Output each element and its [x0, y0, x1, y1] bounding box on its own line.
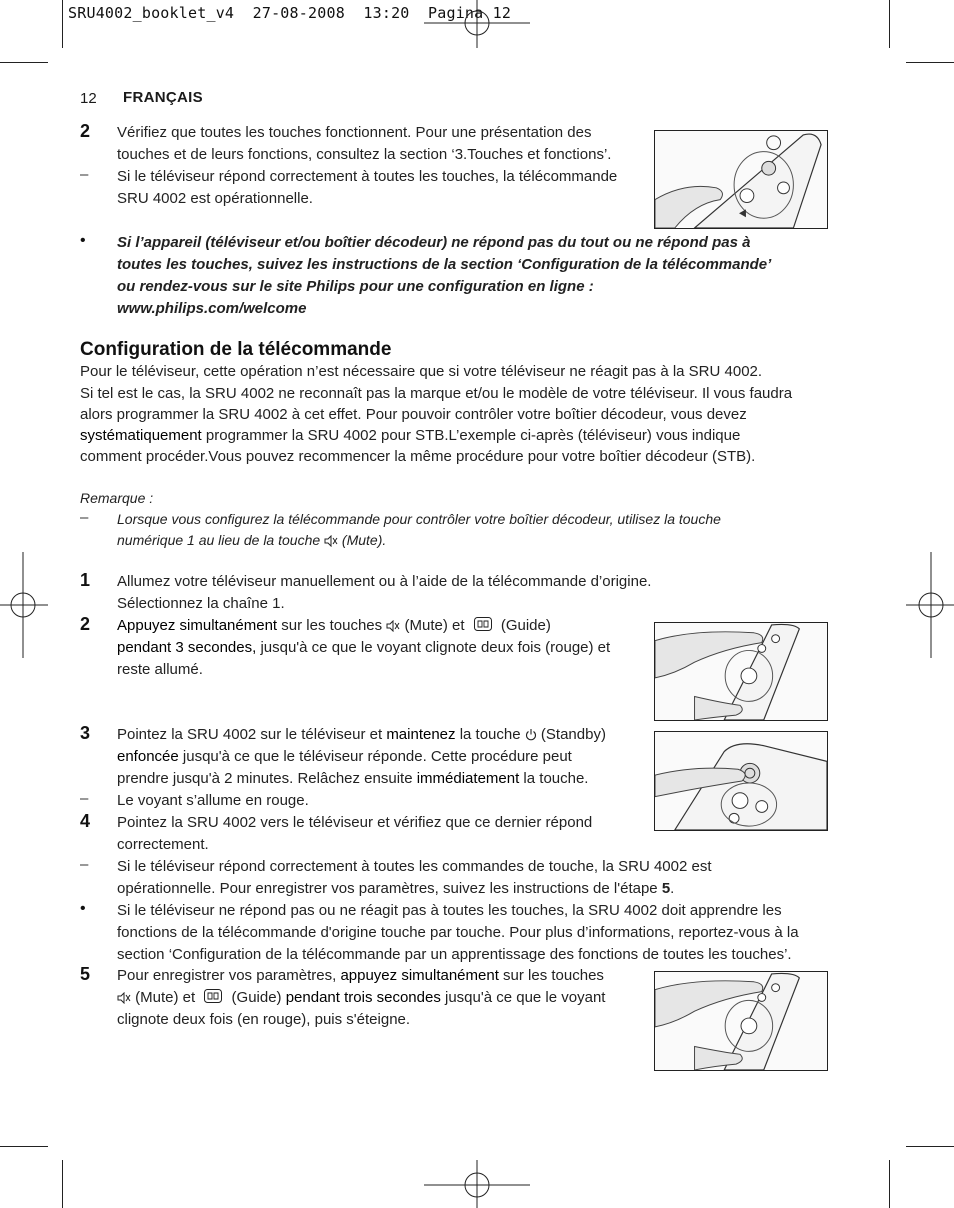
registration-mark-top	[424, 0, 530, 48]
step-text	[117, 987, 605, 1009]
paragraph-line: Pour le téléviseur, cette opération n’est nécessaire que si votre téléviseur ne réagit pas à la SRU 4002.	[80, 363, 763, 380]
remote-illustration-1	[654, 130, 828, 229]
registration-mark-bottom	[424, 1160, 530, 1208]
print-slug: SRU4002_booklet_v4 27-08-2008 13:20 Pagina 12	[68, 4, 512, 22]
crop-mark	[889, 0, 890, 48]
standby-icon	[525, 728, 537, 741]
dash-marker: –	[80, 856, 89, 873]
bullet-text: section ‘Configuration de la télécommande par un apprentissage des fonctions de toutes les touches’.	[117, 946, 792, 963]
step-text-part: (Guide)	[496, 617, 551, 634]
warning-text: ou rendez-vous sur le site Philips pour une configuration en ligne :	[117, 278, 594, 295]
step-text-part: Pour enregistrer vos paramètres,	[117, 967, 341, 984]
emphasis: pendant trois secondes	[285, 989, 441, 1006]
step-text-part: jusqu'à ce que le téléviseur réponde. Cette procédure peut	[178, 748, 572, 765]
note-text-part: (Mute).	[338, 532, 387, 548]
emphasis: Appuyez simultanément	[117, 617, 278, 634]
step-text: Allumez votre téléviseur manuellement ou à l’aide de la télécommande d’origine.	[117, 573, 652, 590]
mute-icon	[117, 992, 131, 1004]
crop-mark	[0, 62, 48, 63]
website-link[interactable]: www.philips.com/welcome	[117, 300, 307, 317]
step-text: correctement.	[117, 836, 209, 853]
guide-icon	[473, 616, 493, 632]
step-reference: 5	[661, 880, 671, 897]
dash-marker: –	[80, 166, 89, 183]
step-text: Pointez la SRU 4002 vers le téléviseur et vérifiez que ce dernier répond	[117, 814, 593, 831]
step-number: 4	[80, 811, 91, 831]
bullet-marker: •	[80, 232, 86, 249]
dash-text-part: opérationnelle. Pour enregistrer vos paramètres, suivez les instructions de l'étape	[117, 880, 662, 897]
dash-text-part: .	[670, 880, 675, 897]
bullet-marker: •	[80, 900, 86, 917]
mute-icon	[386, 620, 400, 632]
registration-mark-right	[906, 552, 954, 658]
step-number: 2	[80, 614, 91, 634]
step-number: 2	[80, 121, 91, 141]
step-text	[117, 724, 606, 746]
paragraph-line: alors programmer la SRU 4002 à cet effet. Pour pouvoir contrôler votre boîtier décodeur, vous devez	[80, 406, 747, 423]
step-text: Vérifiez que toutes les touches fonctionnent. Pour une présentation des	[117, 124, 592, 141]
step-text-part: prendre jusqu'à 2 minutes. Relâchez ensuite	[117, 770, 417, 787]
step-text	[117, 768, 588, 790]
bullet-text: fonctions de la télécommande d'origine touche par touche. Pour plus d’informations, reportez-vous à la	[117, 924, 799, 941]
step-text	[117, 746, 572, 768]
registration-mark-left	[0, 552, 48, 658]
crop-mark	[62, 0, 63, 48]
mute-icon	[324, 535, 338, 547]
step-text	[117, 965, 604, 987]
step-text: touches et de leurs fonctions, consultez la section ‘3.Touches et fonctions’.	[117, 146, 612, 163]
step-text-part: sur les touches	[498, 967, 604, 984]
paragraph-line: comment procéder.Vous pouvez recommencer la même procédure pour votre boîtier décodeur (STB).	[80, 448, 756, 465]
warning-text: toutes les touches, suivez les instructions de la section ‘Configuration de la télécommande’	[117, 256, 772, 273]
warning-text: Si l’appareil (téléviseur et/ou boîtier décodeur) ne répond pas du tout ou ne répond pas à	[117, 234, 751, 251]
paragraph-line	[80, 425, 740, 447]
language-heading: FRANÇAIS	[123, 89, 203, 106]
step-text-part: jusqu'à ce que le voyant	[440, 989, 606, 1006]
bullet-text: Si le téléviseur ne répond pas ou ne réagit pas à toutes les touches, la SRU 4002 doit apprendre les	[117, 902, 782, 919]
remote-illustration-2	[654, 622, 828, 721]
emphasis: systématiquement	[80, 427, 202, 444]
step-text-part: Pointez la SRU 4002 sur le téléviseur et	[117, 726, 387, 743]
step-text	[117, 637, 610, 659]
crop-mark	[906, 1146, 954, 1147]
step-number: 1	[80, 570, 91, 590]
section-title: Configuration de la télécommande	[80, 339, 392, 360]
step-text-part: la touche.	[519, 770, 589, 787]
crop-mark	[889, 1160, 890, 1208]
remote-illustration-3	[654, 731, 828, 831]
step-text	[117, 615, 551, 637]
note-text-part: numérique 1 au lieu de la touche	[117, 532, 325, 548]
step-text: Sélectionnez la chaîne 1.	[117, 595, 285, 612]
paragraph-line: Si tel est le cas, la SRU 4002 ne reconnaît pas la marque et/ou le modèle de votre téléviseur. Il vous faudra	[80, 385, 793, 402]
dash-text: Le voyant s’allume en rouge.	[117, 792, 309, 809]
note-text: Lorsque vous configurez la télécommande pour contrôler votre boîtier décodeur, utilisez la touche	[117, 511, 721, 527]
page-number: 12	[80, 90, 97, 107]
step-text-part: sur les touches	[277, 617, 387, 634]
emphasis: enfoncée	[117, 748, 179, 765]
step-text-part: jusqu'à ce que le voyant clignote deux fois (rouge) et	[256, 639, 611, 656]
crop-mark	[906, 62, 954, 63]
dash-text	[117, 878, 674, 900]
dash-text: Si le téléviseur répond correctement à toutes les commandes de touche, la SRU 4002 est	[117, 858, 712, 875]
step-number: 5	[80, 964, 91, 984]
step-text: clignote deux fois (en rouge), puis s'éteigne.	[117, 1011, 411, 1028]
remote-illustration-4	[654, 971, 828, 1071]
emphasis: appuyez simultanément	[340, 967, 499, 984]
paragraph-text: programmer la SRU 4002 pour STB.L’exemple ci-après (téléviseur) vous indique	[201, 427, 741, 444]
step-text-part: (Mute) et	[400, 617, 469, 634]
crop-mark	[62, 1160, 63, 1208]
crop-mark	[0, 1146, 48, 1147]
dash-text: Si le téléviseur répond correctement à toutes les touches, la télécommande	[117, 168, 618, 185]
guide-icon	[203, 988, 223, 1004]
emphasis: pendant 3 secondes,	[117, 639, 257, 656]
note-text	[117, 530, 386, 552]
emphasis: immédiatement	[416, 770, 520, 787]
dash-text: SRU 4002 est opérationnelle.	[117, 190, 313, 207]
dash-marker: –	[80, 790, 89, 807]
step-text-part: (Mute) et	[131, 989, 200, 1006]
emphasis: maintenez	[386, 726, 456, 743]
step-number: 3	[80, 723, 91, 743]
note-label: Remarque :	[80, 490, 154, 506]
step-text-part: la touche	[455, 726, 525, 743]
step-text: reste allumé.	[117, 661, 203, 678]
step-text-part: (Guide)	[227, 989, 286, 1006]
step-text-part: (Standby)	[536, 726, 606, 743]
dash-marker: –	[80, 509, 89, 526]
